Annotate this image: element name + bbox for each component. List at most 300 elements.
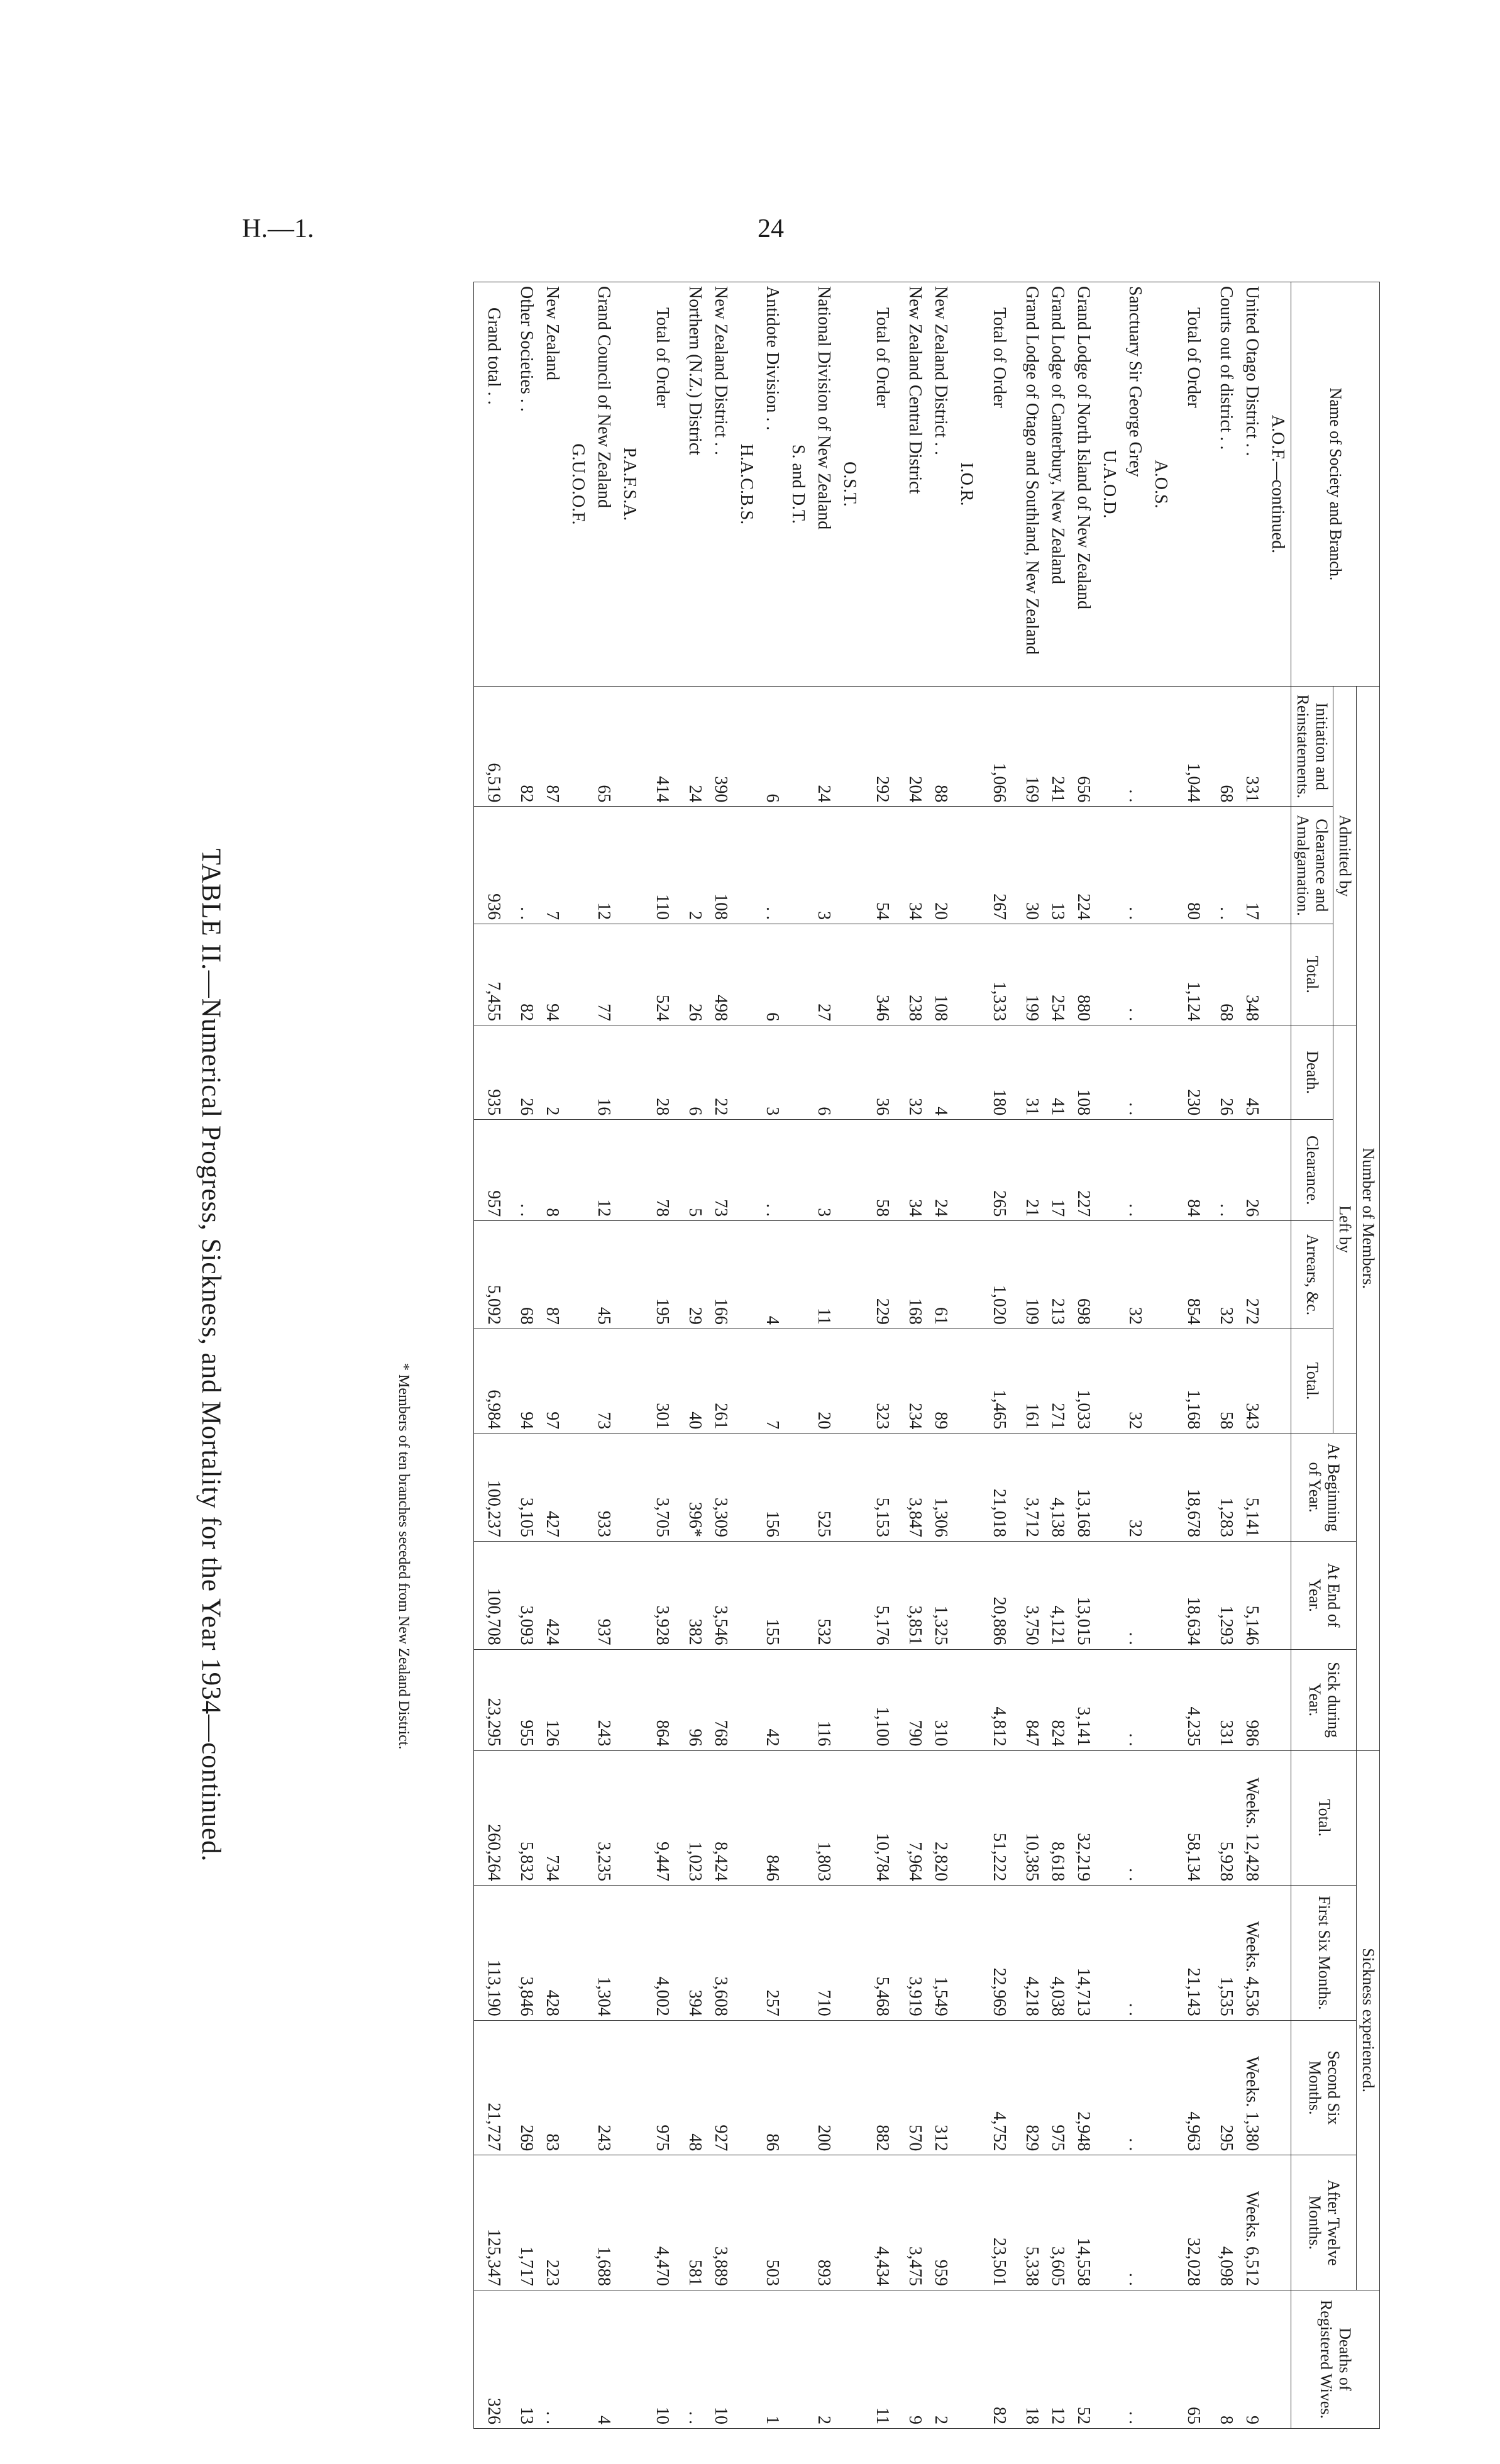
cell: 108 — [1071, 1025, 1096, 1120]
cell — [954, 2290, 979, 2428]
cell: 12 — [591, 807, 617, 924]
cell — [1265, 2290, 1291, 2428]
cell: . . — [1122, 924, 1148, 1025]
cell: 310 — [928, 1649, 954, 1750]
cell: 20 — [928, 807, 954, 924]
cell: 2,820 — [928, 1750, 954, 1886]
cell — [954, 2155, 979, 2290]
cell — [1148, 1649, 1174, 1750]
page-number: 24 — [758, 214, 784, 243]
cell: 82 — [514, 924, 539, 1025]
cell: 326 — [474, 2290, 514, 2428]
cell: 428 — [539, 1886, 565, 2021]
cell — [565, 687, 591, 807]
cell: 26 — [1239, 1120, 1265, 1221]
cell: 2 — [539, 1025, 565, 1120]
cell: 698 — [1071, 1221, 1096, 1329]
cell: 3,928 — [642, 1541, 682, 1649]
cell: 10,784 — [863, 1750, 902, 1886]
cell — [734, 1329, 759, 1433]
cell: 3,605 — [1045, 2155, 1071, 2290]
cell: . . — [1122, 1649, 1148, 1750]
cell: 168 — [902, 1221, 928, 1329]
cell: 893 — [811, 2155, 837, 2290]
cell: 21,727 — [474, 2020, 514, 2155]
cell: 26 — [1213, 1025, 1239, 1120]
cell — [954, 1025, 979, 1120]
cell: 7,964 — [902, 1750, 928, 1886]
cell: 94 — [539, 924, 565, 1025]
row-name: A.O.S. — [1148, 282, 1174, 687]
cell: 4,218 — [1019, 1886, 1045, 2021]
cell: 880 — [1071, 924, 1096, 1025]
cell: 13,015 — [1071, 1541, 1096, 1649]
cell — [1096, 1886, 1122, 2021]
cell — [734, 1434, 759, 1542]
cell: 260,264 — [474, 1750, 514, 1886]
cell: 13 — [1045, 807, 1071, 924]
cell: 10 — [708, 2290, 734, 2428]
cell — [734, 1120, 759, 1221]
cell: 5,153 — [863, 1434, 902, 1542]
header-clearance-out: Clearance. — [1291, 1120, 1333, 1221]
cell — [1265, 1541, 1291, 1649]
cell — [565, 1221, 591, 1329]
cell — [954, 687, 979, 807]
cell: 312 — [928, 2020, 954, 2155]
cell: 414 — [642, 687, 682, 807]
cell: 269 — [514, 2020, 539, 2155]
cell: 710 — [811, 1886, 837, 2021]
table-row — [1045, 282, 1071, 2429]
cell: . . — [1122, 1541, 1148, 1649]
cell: 65 — [1174, 2290, 1213, 2428]
cell — [785, 1329, 811, 1433]
table-row — [902, 282, 928, 2429]
cell: 1,066 — [979, 687, 1019, 807]
cell: 331 — [1239, 687, 1265, 807]
header-clearance-in: Clearance and Amalgamation. — [1291, 807, 1333, 924]
cell: 6,519 — [474, 687, 514, 807]
statistics-table — [473, 282, 1380, 2429]
cell: 227 — [1071, 1120, 1096, 1221]
cell: 14,558 — [1071, 2155, 1096, 2290]
cell: 32,219 — [1071, 1750, 1096, 1886]
cell — [734, 687, 759, 807]
cell: 113,190 — [474, 1886, 514, 2021]
cell: 86 — [759, 2020, 785, 2155]
document-reference: H.—1. — [242, 214, 314, 243]
row-name: O.S.T. — [837, 282, 863, 687]
cell: Weeks. 4,536 — [1239, 1886, 1265, 2021]
cell: 32 — [1122, 1221, 1148, 1329]
cell: 1,688 — [591, 2155, 617, 2290]
cell: 17 — [1045, 1120, 1071, 1221]
cell: 768 — [708, 1649, 734, 1750]
cell — [617, 1750, 642, 1886]
cell: 155 — [759, 1541, 785, 1649]
cell — [1265, 1329, 1291, 1433]
cell — [954, 924, 979, 1025]
cell — [954, 1120, 979, 1221]
header-admitted: Admitted by — [1333, 687, 1357, 1025]
cell: . . — [1122, 2290, 1148, 2428]
cell — [734, 1025, 759, 1120]
cell: 23,501 — [979, 2155, 1019, 2290]
cell: Weeks. 12,428 — [1239, 1750, 1265, 1886]
cell: 4,098 — [1213, 2155, 1239, 2290]
cell: 503 — [759, 2155, 785, 2290]
header-after: After Twelve Months. — [1291, 2155, 1357, 2290]
cell: 109 — [1019, 1221, 1045, 1329]
cell: 1,168 — [1174, 1329, 1213, 1433]
cell: 180 — [979, 1025, 1019, 1120]
cell: 229 — [863, 1221, 902, 1329]
header-wives: Deaths of Registered Wives. — [1291, 2290, 1380, 2428]
cell: 1,293 — [1213, 1541, 1239, 1649]
cell — [837, 687, 863, 807]
cell — [734, 1221, 759, 1329]
cell: 3,141 — [1071, 1649, 1096, 1750]
header-initiation: Initiation and Reinstatements. — [1291, 687, 1333, 807]
cell: 7,455 — [474, 924, 514, 1025]
cell — [1148, 687, 1174, 807]
cell — [565, 2155, 591, 2290]
row-name: G.U.O.O.F. — [565, 282, 591, 687]
cell: 32 — [1213, 1221, 1239, 1329]
cell: . . — [1213, 1120, 1239, 1221]
cell: 5,092 — [474, 1221, 514, 1329]
row-name: Grand Lodge of Canterbury, New Zealand — [1045, 282, 1071, 687]
cell: 846 — [759, 1750, 785, 1886]
cell: 18,678 — [1174, 1434, 1213, 1542]
cell — [565, 1329, 591, 1433]
cell: 199 — [1019, 924, 1045, 1025]
cell: 734 — [539, 1750, 565, 1886]
cell: 975 — [642, 2020, 682, 2155]
cell: 18,634 — [1174, 1541, 1213, 1649]
cell: 200 — [811, 2020, 837, 2155]
cell — [1148, 1329, 1174, 1433]
cell: 382 — [682, 1541, 708, 1649]
cell — [565, 924, 591, 1025]
cell — [785, 1221, 811, 1329]
table-row — [514, 282, 539, 2429]
row-name: Antidote Division . . — [759, 282, 785, 687]
cell — [1096, 1221, 1122, 1329]
cell: 390 — [708, 687, 734, 807]
group-heading-row — [1265, 282, 1291, 2429]
cell: 28 — [642, 1025, 682, 1120]
cell: 30 — [1019, 807, 1045, 924]
cell: 10,385 — [1019, 1750, 1045, 1886]
cell: 4,002 — [642, 1886, 682, 2021]
cell — [1096, 1541, 1122, 1649]
cell: 5 — [682, 1120, 708, 1221]
cell — [954, 1541, 979, 1649]
header-arrears: Arrears, &c. — [1291, 1221, 1333, 1329]
table-row — [928, 282, 954, 2429]
cell — [785, 687, 811, 807]
cell: 21,143 — [1174, 1886, 1213, 2021]
cell: 3 — [759, 1025, 785, 1120]
cell: 32 — [1122, 1434, 1148, 1542]
cell: 3,846 — [514, 1886, 539, 2021]
cell: 927 — [708, 2020, 734, 2155]
cell: 524 — [642, 924, 682, 1025]
cell: 3,235 — [591, 1750, 617, 1886]
total-row — [1174, 282, 1213, 2429]
cell: 243 — [591, 1649, 617, 1750]
cell — [1096, 1025, 1122, 1120]
row-name: New Zealand District . . — [708, 282, 734, 687]
cell: 161 — [1019, 1329, 1045, 1433]
cell — [1148, 1221, 1174, 1329]
cell: 8 — [1213, 2290, 1239, 2428]
table-row — [682, 282, 708, 2429]
cell — [565, 1025, 591, 1120]
cell — [837, 1750, 863, 1886]
cell: 581 — [682, 2155, 708, 2290]
cell: 51,222 — [979, 1750, 1019, 1886]
table-title: TABLE II.—Numerical Progress, Sickness, and Mortality for the Year 1934—continued. — [196, 848, 226, 1862]
cell: 301 — [642, 1329, 682, 1433]
cell: 238 — [902, 924, 928, 1025]
row-name: Grand Council of New Zealand — [591, 282, 617, 687]
header-first: First Six Months. — [1291, 1886, 1357, 2021]
table-row — [811, 282, 837, 2429]
cell — [1096, 1750, 1122, 1886]
cell: 3 — [811, 807, 837, 924]
group-heading-row — [954, 282, 979, 2429]
cell — [785, 2155, 811, 2290]
cell: 525 — [811, 1434, 837, 1542]
cell: 5,928 — [1213, 1750, 1239, 1886]
cell: 11 — [863, 2290, 902, 2428]
cell: 394 — [682, 1886, 708, 2021]
cell: 955 — [514, 1649, 539, 1750]
cell: 80 — [1174, 807, 1213, 924]
cell: 21,018 — [979, 1434, 1019, 1542]
cell: 31 — [1019, 1025, 1045, 1120]
table-row — [1213, 282, 1239, 2429]
cell: 29 — [682, 1221, 708, 1329]
cell: 1,717 — [514, 2155, 539, 2290]
cell: 933 — [591, 1434, 617, 1542]
cell — [1096, 687, 1122, 807]
cell: . . — [1122, 2155, 1148, 2290]
cell — [565, 2020, 591, 2155]
cell: 48 — [682, 2020, 708, 2155]
cell: 6 — [811, 1025, 837, 1120]
row-name: P.A.F.S.A. — [617, 282, 642, 687]
cell — [1265, 1750, 1291, 1886]
cell — [734, 2020, 759, 2155]
cell: 6 — [759, 687, 785, 807]
cell: 5,468 — [863, 1886, 902, 2021]
cell — [954, 807, 979, 924]
cell — [1265, 807, 1291, 924]
group-heading-row — [734, 282, 759, 2429]
cell: 3,847 — [902, 1434, 928, 1542]
cell: . . — [514, 807, 539, 924]
group-heading-row — [1148, 282, 1174, 2429]
cell: 45 — [1239, 1025, 1265, 1120]
cell: 32 — [1122, 1329, 1148, 1433]
cell: 13 — [514, 2290, 539, 2428]
cell: 20 — [811, 1329, 837, 1433]
cell: 957 — [474, 1120, 514, 1221]
cell: 1,333 — [979, 924, 1019, 1025]
cell — [1265, 1120, 1291, 1221]
cell — [1096, 924, 1122, 1025]
cell: 1,304 — [591, 1886, 617, 2021]
cell: 854 — [1174, 1221, 1213, 1329]
cell: 1,535 — [1213, 1886, 1239, 2021]
row-name: National Division of New Zealand — [811, 282, 837, 687]
cell: 17 — [1239, 807, 1265, 924]
row-name: Sanctuary Sir George Grey — [1122, 282, 1148, 687]
header-beginning: At Beginning of Year. — [1291, 1434, 1357, 1542]
cell — [617, 1649, 642, 1750]
cell: 570 — [902, 2020, 928, 2155]
cell: 3,608 — [708, 1886, 734, 2021]
table-row — [539, 282, 565, 2429]
cell: 230 — [1174, 1025, 1213, 1120]
cell: 3 — [811, 1120, 837, 1221]
cell: 2 — [928, 2290, 954, 2428]
cell: 4,963 — [1174, 2020, 1213, 2155]
cell — [617, 1221, 642, 1329]
row-name: Total of Order — [642, 282, 682, 687]
rotated-table-page — [176, 282, 1380, 2429]
cell: 166 — [708, 1221, 734, 1329]
cell: 265 — [979, 1120, 1019, 1221]
cell — [785, 2290, 811, 2428]
cell: 1,100 — [863, 1649, 902, 1750]
cell — [1148, 2020, 1174, 2155]
cell: 65 — [591, 687, 617, 807]
cell: 42 — [759, 1649, 785, 1750]
cell: 204 — [902, 687, 928, 807]
row-name: H.A.C.B.S. — [734, 282, 759, 687]
cell — [565, 1649, 591, 1750]
cell: . . — [1213, 807, 1239, 924]
cell: 936 — [474, 807, 514, 924]
cell — [617, 1329, 642, 1433]
cell: 3,712 — [1019, 1434, 1045, 1542]
cell — [785, 1541, 811, 1649]
row-name: United Otago District . . — [1239, 282, 1265, 687]
cell: 23,295 — [474, 1649, 514, 1750]
table-row — [591, 282, 617, 2429]
cell: 8 — [539, 1120, 565, 1221]
cell: 959 — [928, 2155, 954, 2290]
header-end: At End of Year. — [1291, 1541, 1357, 1649]
row-name: A.O.F.—continued. — [1265, 282, 1291, 687]
cell — [1096, 1649, 1122, 1750]
cell: 7 — [759, 1329, 785, 1433]
cell — [617, 2290, 642, 2428]
row-name: New Zealand Central District — [902, 282, 928, 687]
cell — [565, 1120, 591, 1221]
cell — [837, 1649, 863, 1750]
table-row — [1239, 282, 1265, 2429]
cell — [734, 1541, 759, 1649]
cell: 4,038 — [1045, 1886, 1071, 2021]
cell — [1265, 1221, 1291, 1329]
cell: 13,168 — [1071, 1434, 1096, 1542]
cell — [1148, 2155, 1174, 2290]
header-sick: Sick during Year. — [1291, 1649, 1357, 1750]
header-members: Number of Members. — [1357, 687, 1380, 1751]
cell — [1096, 2155, 1122, 2290]
cell: 498 — [708, 924, 734, 1025]
cell — [617, 1120, 642, 1221]
row-name: Grand Lodge of North Island of New Zealand — [1071, 282, 1096, 687]
total-row — [474, 282, 514, 2429]
cell — [785, 1649, 811, 1750]
cell: 6 — [682, 1025, 708, 1120]
cell — [1096, 2290, 1122, 2428]
cell: 126 — [539, 1649, 565, 1750]
row-name: Total of Order — [863, 282, 902, 687]
cell — [1096, 2020, 1122, 2155]
cell: 5,176 — [863, 1541, 902, 1649]
cell: 6,984 — [474, 1329, 514, 1433]
row-name: I.O.R. — [954, 282, 979, 687]
cell: 396* — [682, 1434, 708, 1542]
cell: 2,948 — [1071, 2020, 1096, 2155]
cell: 26 — [682, 924, 708, 1025]
cell — [1148, 1434, 1174, 1542]
cell — [1265, 1434, 1291, 1542]
cell — [1148, 1886, 1174, 2021]
cell — [617, 1541, 642, 1649]
cell — [734, 2290, 759, 2428]
row-name: U.A.O.D. — [1096, 282, 1122, 687]
cell: Weeks. 6,512 — [1239, 2155, 1265, 2290]
cell — [785, 1750, 811, 1886]
cell: 100,237 — [474, 1434, 514, 1542]
header-left: Left by — [1333, 1025, 1357, 1434]
cell: 1,033 — [1071, 1329, 1096, 1433]
cell: 4,138 — [1045, 1434, 1071, 1542]
cell: 224 — [1071, 807, 1096, 924]
cell: 5,146 — [1239, 1541, 1265, 1649]
cell — [1265, 1649, 1291, 1750]
cell: 5,832 — [514, 1750, 539, 1886]
cell: 882 — [863, 2020, 902, 2155]
cell: 73 — [708, 1120, 734, 1221]
cell: 9 — [1239, 2290, 1265, 2428]
row-name: Total of Order — [1174, 282, 1213, 687]
cell: 975 — [1045, 2020, 1071, 2155]
cell: 73 — [591, 1329, 617, 1433]
cell — [734, 1649, 759, 1750]
cell — [785, 1025, 811, 1120]
cell — [837, 1221, 863, 1329]
cell: 41 — [1045, 1025, 1071, 1120]
table-row — [1071, 282, 1096, 2429]
cell — [617, 1434, 642, 1542]
cell: 26 — [514, 1025, 539, 1120]
group-heading-row — [785, 282, 811, 2429]
cell: 18 — [1019, 2290, 1045, 2428]
cell: 77 — [591, 924, 617, 1025]
cell — [617, 1025, 642, 1120]
cell — [1265, 1025, 1291, 1120]
